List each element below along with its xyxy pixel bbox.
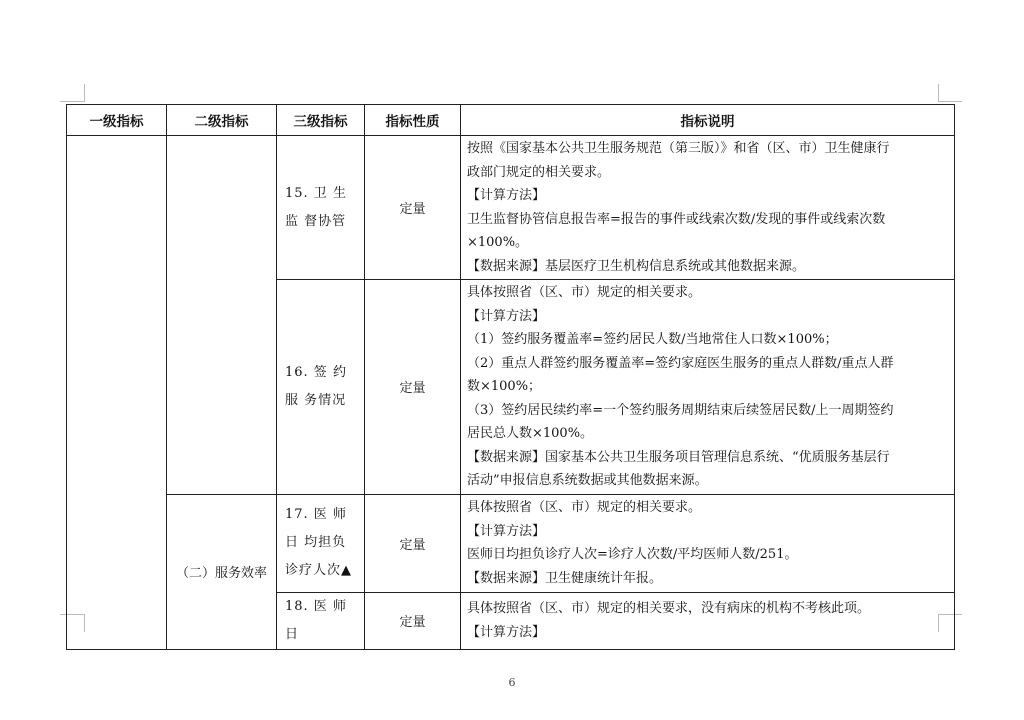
description-line: 【计算方法】 [467,523,546,539]
table-row [67,136,955,280]
header-nature: 指标性质 [365,105,461,136]
level3-cell: 15. 卫 生 监 督协管 [277,136,365,280]
header-level2: 二级指标 [167,105,277,136]
header-description: 指标说明 [461,105,955,136]
description-line: 【计算方法】 [467,308,546,324]
description-line: 具体按照省（区、市）规定的相关要求。 [467,500,702,515]
description-line: ×100%。 [467,235,529,250]
description-line: 【数据来源】卫生健康统计年报。 [467,570,663,586]
description-line: 具体按照省（区、市）规定的相关要求，没有病床的机构不考核此项。 [467,601,871,616]
nature-cell: 定量 [365,592,461,649]
description-line: 卫生监督协管信息报告率=报告的事件或线索次数/发现的事件或线索次数 [467,211,886,227]
description-line: 活动”申报信息系统数据或其他数据来源。 [467,473,708,488]
page-number: 6 [508,676,516,689]
header-level3: 三级指标 [277,105,365,136]
nature-cell: 定量 [365,494,461,592]
level2-cell: （二）服务效率 [167,494,277,649]
crop-mark-top-left-h [60,101,84,102]
level3-cell: 18. 医 师 日 [277,592,365,649]
description-line: 医师日均担负诊疗人次=诊疗人次数/平均医师人数/251。 [467,547,798,562]
description-line: （1）签约服务覆盖率=签约居民人数/当地常住人口数×100%； [467,332,838,347]
crop-mark-top-right-h [938,101,962,102]
description-line: 政部门规定的相关要求。 [467,164,611,180]
level3-cell: 17. 医 师 日 均担负诊疗人次▲ [277,494,365,592]
description-line: 【数据来源】基层医疗卫生机构信息系统或其他数据来源。 [467,258,806,274]
description-line: 【数据来源】国家基本公共卫生服务项目管理信息系统、“优质服务基层行 [467,449,890,465]
nature-cell: 定量 [365,280,461,495]
crop-mark-top-left-v [84,84,85,102]
description-cell [461,592,955,649]
description-line: 数×100%； [467,379,542,394]
description-line: 具体按照省（区、市）规定的相关要求。 [467,285,702,300]
description-line: 居民总人数×100%。 [467,426,594,441]
header-level1: 一级指标 [67,105,167,136]
description-line: （3）签约居民续约率=一个签约服务周期结束后续签居民数/上一周期签约 [467,402,894,418]
description-cell [461,280,955,495]
nature-cell: 定量 [365,136,461,280]
level2-cell-empty [167,136,277,495]
description-cell [461,136,955,280]
description-line: 【计算方法】 [467,624,546,640]
table-row [67,494,955,592]
description-line: 按照《国家基本公共卫生服务规范（第三版）》和省（区、市）卫生健康行 [467,141,890,156]
description-line: 【计算方法】 [467,188,546,203]
crop-mark-top-right-v [938,84,939,102]
table-header-row [67,105,955,136]
description-cell [461,494,955,592]
level1-cell [67,136,167,650]
level3-cell: 16. 签 约 服 务情况 [277,280,365,495]
indicator-table [66,104,955,650]
description-line: （2）重点人群签约服务覆盖率=签约家庭医生服务的重点人群数/重点人群 [467,355,894,371]
